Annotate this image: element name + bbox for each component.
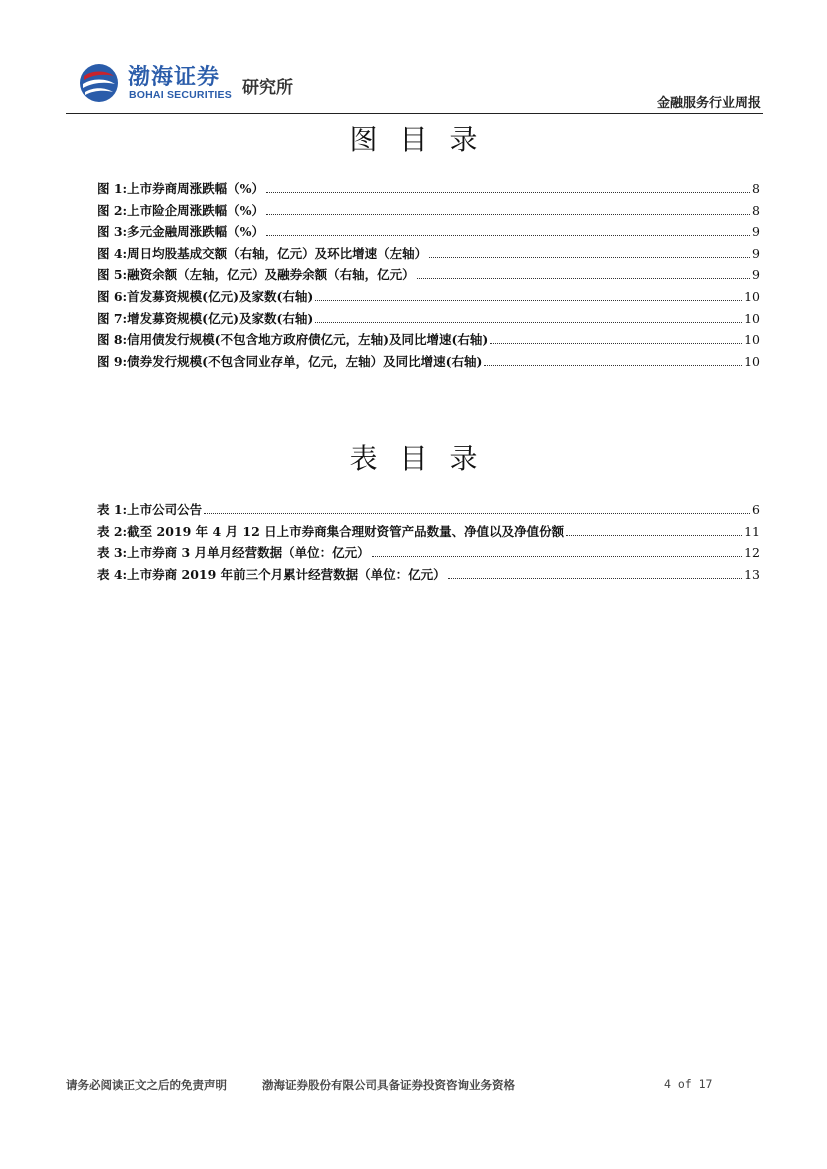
toc-entry-text: 首发募资规模(亿元)及家数(右轴) <box>127 288 314 304</box>
toc-leader-dots <box>429 256 750 258</box>
toc-entry-label: 图 5: <box>97 267 128 283</box>
toc-entry-page: 8 <box>752 202 760 218</box>
toc-entry[interactable] <box>97 329 760 351</box>
logo-chinese-name: 渤海证券 <box>128 65 221 90</box>
toc-entry[interactable] <box>97 542 760 564</box>
header-divider <box>66 113 763 114</box>
toc-leader-dots <box>266 234 750 236</box>
toc-entry-label: 表 4: <box>97 566 128 582</box>
toc-entry-page: 6 <box>752 502 760 517</box>
toc-entry-label: 图 2: <box>97 202 128 218</box>
toc-entry-page: 13 <box>744 566 760 582</box>
toc-entry-label: 表 3: <box>97 545 128 561</box>
toc-entry[interactable] <box>97 308 760 330</box>
toc-entry-page: 10 <box>744 353 760 369</box>
toc-entry-label: 图 4: <box>97 245 128 261</box>
toc-entry-page: 8 <box>752 181 760 196</box>
toc-entry[interactable] <box>97 521 760 543</box>
toc-entry[interactable] <box>97 221 760 243</box>
toc-leader-dots <box>417 277 750 279</box>
toc-entry-page: 10 <box>744 288 760 304</box>
toc-entry-page: 11 <box>744 523 760 539</box>
page-header <box>66 56 763 114</box>
table-index-list <box>97 499 760 585</box>
toc-entry-text: 信用债发行规模(不包含地方政府债亿元，左轴)及同比增速(右轴) <box>127 332 489 348</box>
toc-entry[interactable] <box>97 286 760 308</box>
figure-index-list <box>97 178 760 372</box>
toc-leader-dots <box>315 321 742 323</box>
toc-entry[interactable] <box>97 564 760 586</box>
toc-entry-text: 上市公司公告 <box>127 502 203 517</box>
toc-entry-text: 债券发行规模(不包含同业存单，亿元，左轴）及同比增速(右轴) <box>127 353 483 369</box>
toc-entry-page: 9 <box>752 245 760 261</box>
toc-entry[interactable] <box>97 178 760 200</box>
page-footer <box>66 1077 763 1097</box>
toc-entry-text: 周日均股基成交额（右轴，亿元）及环比增速（左轴） <box>127 245 428 261</box>
toc-entry-text: 多元金融周涨跌幅（%） <box>127 224 265 240</box>
toc-leader-dots <box>266 213 750 215</box>
toc-entry[interactable] <box>97 351 760 373</box>
footer-qualification: 渤海证券股份有限公司具备证券投资咨询业务资格 <box>262 1078 515 1092</box>
figure-index-title: 图目录 <box>349 123 500 156</box>
toc-entry-page: 10 <box>744 310 760 326</box>
toc-entry-label: 图 1: <box>97 181 128 196</box>
toc-entry-text: 上市险企周涨跌幅（%） <box>127 202 265 218</box>
toc-leader-dots <box>266 191 750 193</box>
toc-entry-label: 图 8: <box>97 332 128 348</box>
toc-entry-text: 融资余额（左轴，亿元）及融券余额（右轴，亿元） <box>127 267 415 283</box>
toc-entry-label: 图 7: <box>97 310 128 326</box>
toc-entry-text: 上市券商周涨跌幅（%） <box>127 181 265 196</box>
toc-entry-label: 图 6: <box>97 288 128 304</box>
toc-leader-dots <box>448 577 742 579</box>
bohai-logo-icon <box>78 62 120 104</box>
toc-entry[interactable] <box>97 499 760 521</box>
toc-entry-text: 上市券商 2019 年前三个月累计经营数据（单位：亿元） <box>127 566 446 582</box>
toc-entry[interactable] <box>97 200 760 222</box>
institute-name: 研究所 <box>242 78 293 98</box>
logo-english-name: BOHAI SECURITIES <box>129 89 232 101</box>
toc-entry-page: 9 <box>752 267 760 283</box>
toc-entry-page: 9 <box>752 224 760 240</box>
toc-leader-dots <box>372 555 743 557</box>
toc-entry-text: 上市券商 3 月单月经营数据（单位：亿元） <box>127 545 370 561</box>
toc-entry-text: 截至 2019 年 4 月 12 日上市券商集合理财资管产品数量、净值以及净值份额 <box>127 523 565 539</box>
toc-leader-dots <box>315 299 742 301</box>
toc-leader-dots <box>566 534 742 536</box>
toc-leader-dots <box>204 512 750 514</box>
page-number: 4 of 17 <box>664 1077 713 1091</box>
footer-disclaimer: 请务必阅读正文之后的免责声明 <box>66 1078 227 1092</box>
company-logo <box>78 60 298 110</box>
toc-entry[interactable] <box>97 243 760 265</box>
toc-entry[interactable] <box>97 264 760 286</box>
toc-entry-label: 图 3: <box>97 224 128 240</box>
toc-entry-label: 表 1: <box>97 502 128 517</box>
table-index-title: 表目录 <box>349 442 500 475</box>
toc-leader-dots <box>490 342 742 344</box>
toc-leader-dots <box>484 364 742 366</box>
toc-entry-label: 表 2: <box>97 523 128 539</box>
toc-entry-page: 10 <box>744 332 760 348</box>
toc-entry-text: 增发募资规模(亿元)及家数(右轴) <box>127 310 314 326</box>
toc-entry-page: 12 <box>744 545 760 561</box>
toc-entry-label: 图 9: <box>97 353 128 369</box>
report-type: 金融服务行业周报 <box>656 96 761 111</box>
